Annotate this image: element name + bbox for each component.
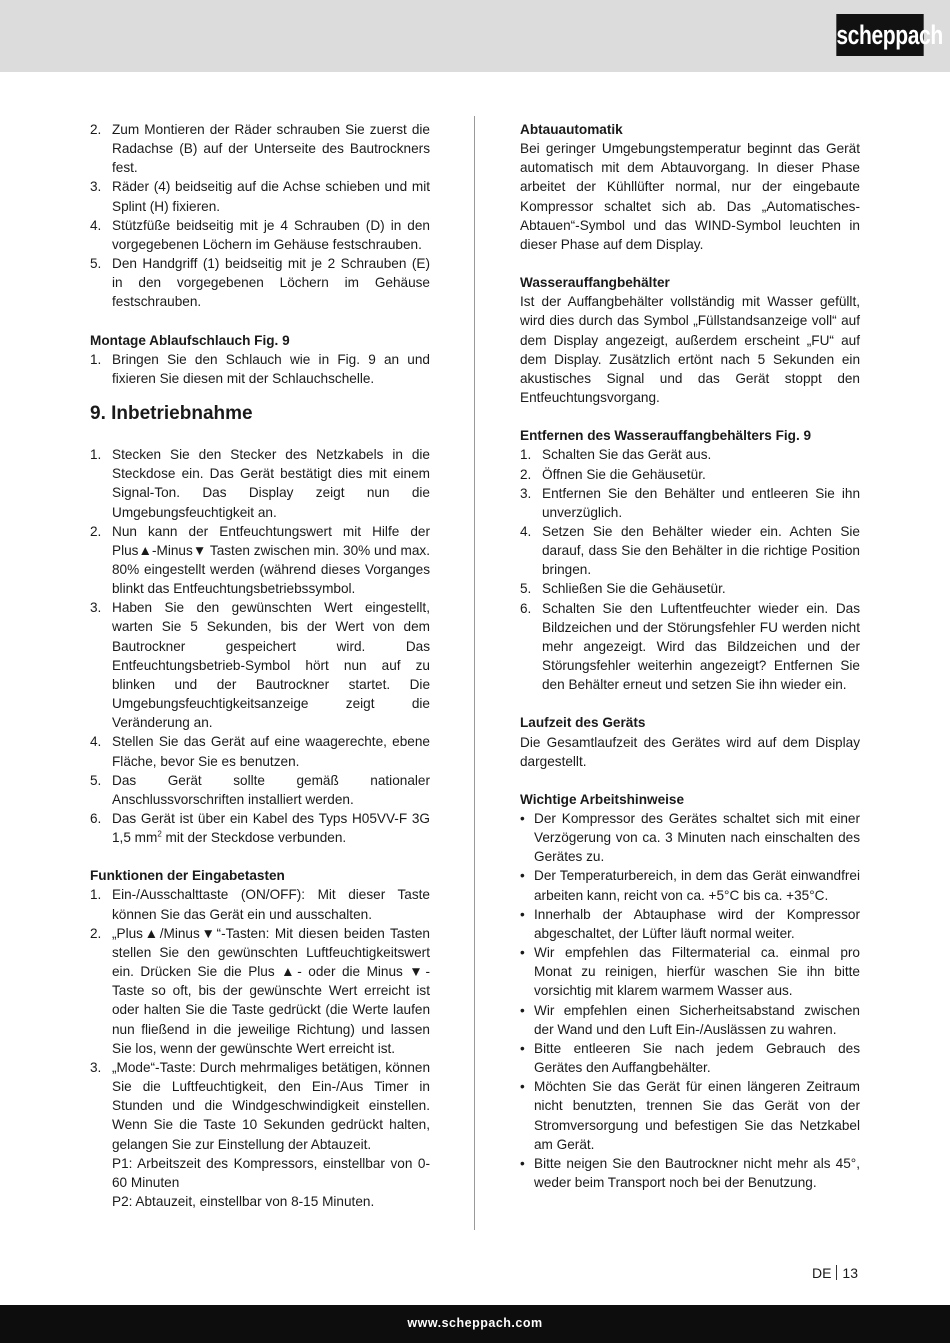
defrost-heading: Abtauautomatik [520, 122, 623, 137]
list-item: 1. Bringen Sie den Schlauch wie in Fig. 9 an und fixieren Sie diesen mit der Schlauchschelle. [90, 351, 430, 386]
page-separator [836, 1265, 837, 1280]
list-item: • Der Kompressor des Gerätes schaltet sich mit einer Verzögerung von ca. 3 Minuten nach einschalten des Gerätes zu. [520, 811, 860, 865]
remove-steps [520, 445, 860, 694]
list-item: 3. Entfernen Sie den Behälter und entleeren Sie ihn unverzüglich. [520, 485, 860, 520]
list-item: 3. Haben Sie den gewünschten Wert eingestellt, warten Sie 5 Sekunden, bis der Wert von dem Bautrockner gespeichert wird. Das Entfeuchtungsbetrieb-Symbol hört nun auf zu blinken und der Bautrockner startet. Die Umgebungsfeuchtigkeitsanzeige zeigt die Veränderung an. [90, 600, 430, 731]
hose-steps [90, 350, 430, 388]
tips-list [520, 809, 860, 1192]
list-item: • Innerhalb der Abtauphase wird der Kompressor abgeschaltet, der Lüfter läuft normal weiter. [520, 906, 860, 941]
right-column [520, 120, 860, 1192]
list-item: 1. Ein-/Ausschalttaste (ON/OFF): Mit dieser Taste können Sie das Gerät ein und ausschalten. [90, 887, 430, 922]
list-item: • Bitte neigen Sie den Bautrockner nicht mehr als 45°, weder beim Transport noch bei der Benutzung. [520, 1155, 860, 1190]
list-item: • Wir empfehlen einen Sicherheitsabstand zwischen der Wand und den Luft Ein-/Auslässen zu wahren. [520, 1002, 860, 1037]
list-item: • Wir empfehlen das Filtermaterial ca. einmal pro Monat zu reinigen, hierfür waschen Sie ihn bitte vorsichtig mit klarem warmem Wasser aus. [520, 945, 860, 999]
tank-heading: Wasserauffangbehälter [520, 275, 670, 291]
startup-steps [90, 445, 430, 847]
list-item: 3. Räder (4) beidseitig auf die Achse schieben und mit Splint (H) fixieren. [90, 179, 430, 214]
runtime-heading: Laufzeit des Geräts [520, 715, 646, 731]
tips-heading: Wichtige Arbeitshinweise [520, 791, 685, 807]
list-item: 2. Öffnen Sie die Gehäusetür. [520, 466, 706, 482]
page-number [812, 1265, 858, 1281]
header-bar [0, 0, 950, 72]
column-divider [474, 116, 475, 1230]
left-column [90, 120, 430, 1211]
list-item: 5. Schließen Sie die Gehäusetür. [520, 581, 726, 597]
page-num: 13 [842, 1265, 858, 1281]
keys-steps [90, 885, 430, 1211]
list-item: • Möchten Sie das Gerät für einen längeren Zeitraum nicht benutzten, trennen Sie das Gerät von der Stromversorgung und befestigen Sie das Netzkabel am Gerät. [520, 1079, 860, 1152]
list-item: • Bitte entleeren Sie nach jedem Gebrauch des Gerätes den Auffangbehälter. [520, 1040, 860, 1076]
list-item: 1. Schalten Sie das Gerät aus. [520, 447, 712, 463]
list-item: 3. „Mode“-Taste: Durch mehrmaliges betätigen, können Sie die Luftfeuchtigkeit, den Ein-/Aus Timer in Stunden und die Windgeschwindigkeit einstellen. Wenn Sie die Taste 10 Sekunden gedrückt halten, gelangen Sie zur Einstellung der Abtauzeit. P1: Arbeitszeit des Kompressors, einstellbar von 0-60 Minuten P2: Abtauzeit, einstellbar von 8-15 Minuten. [90, 1059, 430, 1209]
footer-url[interactable]: www.scheppach.com [407, 1316, 543, 1330]
brand-logo: scheppach [836, 14, 923, 56]
page-lang: DE [811, 1265, 832, 1281]
assembly-steps [90, 120, 430, 312]
list-item: 2. „Plus▲/Minus▼“-Tasten: Mit diesen beiden Tasten stellen Sie den gewünschten Luftfeuchtigkeitswert ein. Drücken Sie die Plus ▲- oder die Minus ▼-Taste so oft, bis der gewünschte Wert erreicht ist oder halten Sie die Taste gedrückt (die Werte laufen nun fließend in die jeweilige Richtung) und lassen Sie los, wenn der gewünschte Wert erreicht ist. [90, 925, 430, 1056]
list-item: 4. Stellen Sie das Gerät auf eine waagerechte, ebene Fläche, bevor Sie es benutzen. [90, 734, 430, 769]
list-item: 4. Setzen Sie den Behälter wieder ein. Achten Sie darauf, dass Sie den Behälter in die richtige Position bringen. [520, 523, 860, 578]
hose-heading: Montage Ablaufschlauch Fig. 9 [90, 332, 290, 348]
list-item: 6. Schalten Sie den Luftentfeuchter wieder ein. Das Bildzeichen und der Störungsfehler FU werden nicht mehr angezeigt. Wird das Bildzeichen und der Störungsfehler weiterhin angezeigt? Entfernen Sie den Behälter erneut und setzen Sie ihn wieder ein. [520, 600, 860, 693]
list-item: 5. Den Handgriff (1) beidseitig mit je 2 Schrauben (E) in den vorgegebenen Löchern im Gehäuse festschrauben. [90, 256, 430, 310]
list-item: 1. Stecken Sie den Stecker des Netzkabels in die Steckdose ein. Das Gerät bestätigt dies mit einem Signal-Ton. Das Display zeigt nun die Umgebungsfeuchtigkeit an. [90, 447, 430, 520]
keys-heading: Funktionen der Eingabetasten [90, 868, 285, 884]
list-item: 5. Das Gerät sollte gemäß nationaler Anschlussvorschriften installiert werden. [90, 772, 430, 807]
defrost-text: Bei geringer Umgebungstemperatur beginnt das Gerät automatisch mit dem Abtauvorgang. In dieser Phase arbeitet der Kühllüfter normal, nur der eingebaute Kompressor schaltet sich ab. Das „Automatisches-Abtauen“-Symbol und das WIND-Symbol leuchten in dieser Phase auf dem Display. [520, 141, 860, 252]
list-item: 6. Das Gerät ist über ein Kabel des Typs H05VV-F 3G 1,5 $mm^2$ mit der Steckdose verbunden. [90, 811, 430, 846]
list-item: 2. Zum Montieren der Räder schrauben Sie zuerst die Radachse (B) auf der Unterseite des Bautrockners fest. [90, 122, 430, 176]
list-item: • Der Temperaturbereich, in dem das Gerät einwandfrei arbeiten kann, reicht von ca. +5°C bis ca. +35°C. [520, 868, 860, 903]
tank-text: Ist der Auffangbehälter vollständig mit Wasser gefüllt, wird dies durch das Symbol „Füllstandsanzeige voll“ auf dem Display angezeigt, außerdem erscheint „FU“ auf dem Display. Zusätzlich ertönt nach 5 Sekunden ein akustisches Signal und das Gerät stoppt den Entfeuchtungsvorgang. [520, 294, 860, 406]
section-heading: 9. Inbetriebnahme [90, 403, 253, 425]
list-item: 2. Nun kann der Entfeuchtungswert mit Hilfe der Plus▲-Minus▼ Tasten zwischen min. 30% und max. 80% eingestellt werden (während dieses Vorganges blinkt das Entfeuchtungsbetriebssymbol. [90, 523, 430, 597]
remove-heading: Entfernen des Wasserauffangbehälters Fig. 9 [520, 428, 812, 444]
list-item: 4. Stützfüße beidseitig mit je 4 Schrauben (D) in den vorgegebenen Löchern im Gehäuse festschrauben. [90, 217, 430, 252]
runtime-text: Die Gesamtlaufzeit des Gerätes wird auf dem Display dargestellt. [520, 734, 860, 769]
footer-bar [0, 1305, 950, 1343]
